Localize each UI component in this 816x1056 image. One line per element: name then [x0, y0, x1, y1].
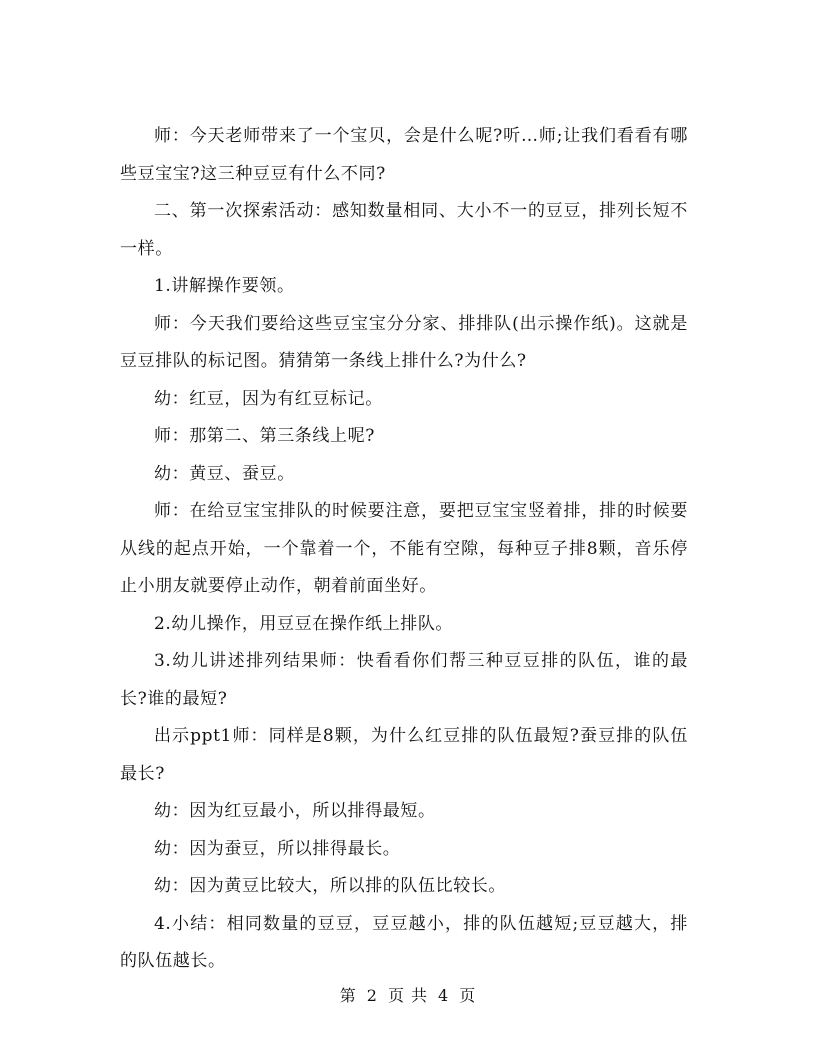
paragraph-child-answer-2: 幼：因为蚕豆，所以排得最长。: [154, 838, 401, 859]
paragraph-teacher-question: 师：那第二、第三条线上呢?: [154, 426, 375, 446]
paragraph-child-red-bean: 幼：红豆，因为有红豆标记。: [154, 388, 383, 409]
paragraph-child-answer-1: 幼：因为红豆最小，所以排得最短。: [154, 801, 436, 821]
footer-current-page: 2: [366, 986, 378, 1005]
paragraph-step-4-summary: 4.小结：相同数量的豆豆，豆豆越小，排的队伍越短;豆豆越大，排的队伍越长。: [120, 913, 688, 971]
document-body: [120, 118, 688, 981]
paragraph-step-1: 1.讲解操作要领。: [154, 276, 295, 296]
footer-total-pages: 4: [438, 986, 450, 1005]
paragraph-teacher-intro: 师：今天老师带来了一个宝贝，会是什么呢?听…师;让我们看看有哪些豆宝宝?这三种豆豆有什么不同?: [120, 126, 688, 184]
paragraph-step-3: 3.幼儿讲述排列结果师：快看看你们帮三种豆豆排的队伍，谁的最长?谁的最短?: [120, 651, 688, 709]
page-footer: [0, 983, 816, 1006]
footer-suffix: 页: [459, 986, 477, 1005]
paragraph-teacher-instructions: 师：在给豆宝宝排队的时候要注意，要把豆宝宝竖着排，排的时候要从线的起点开始，一个靠着一个，不能有空隙，每种豆子排8颗，音乐停止小朋友就要停止动作，朝着前面坐好。: [120, 501, 688, 596]
paragraph-child-beans: 幼：黄豆、蚕豆。: [154, 463, 295, 484]
paragraph-section-two-heading: 二、第一次探索活动：感知数量相同、大小不一的豆豆，排列长短不一样。: [120, 201, 688, 259]
footer-prefix: 第: [339, 986, 357, 1005]
paragraph-child-answer-3: 幼：因为黄豆比较大，所以排的队伍比较长。: [154, 876, 506, 896]
paragraph-step-2: 2.幼儿操作，用豆豆在操作纸上排队。: [154, 613, 454, 634]
paragraph-ppt-question: 出示ppt1师：同样是8颗，为什么红豆排的队伍最短?蚕豆排的队伍最长?: [120, 726, 688, 784]
paragraph-teacher-explain: 师：今天我们要给这些豆宝宝分分家、排排队(出示操作纸)。这就是豆豆排队的标记图。猜猜第一条线上排什么?为什么?: [120, 313, 688, 371]
footer-mid: 页 共: [387, 986, 429, 1005]
